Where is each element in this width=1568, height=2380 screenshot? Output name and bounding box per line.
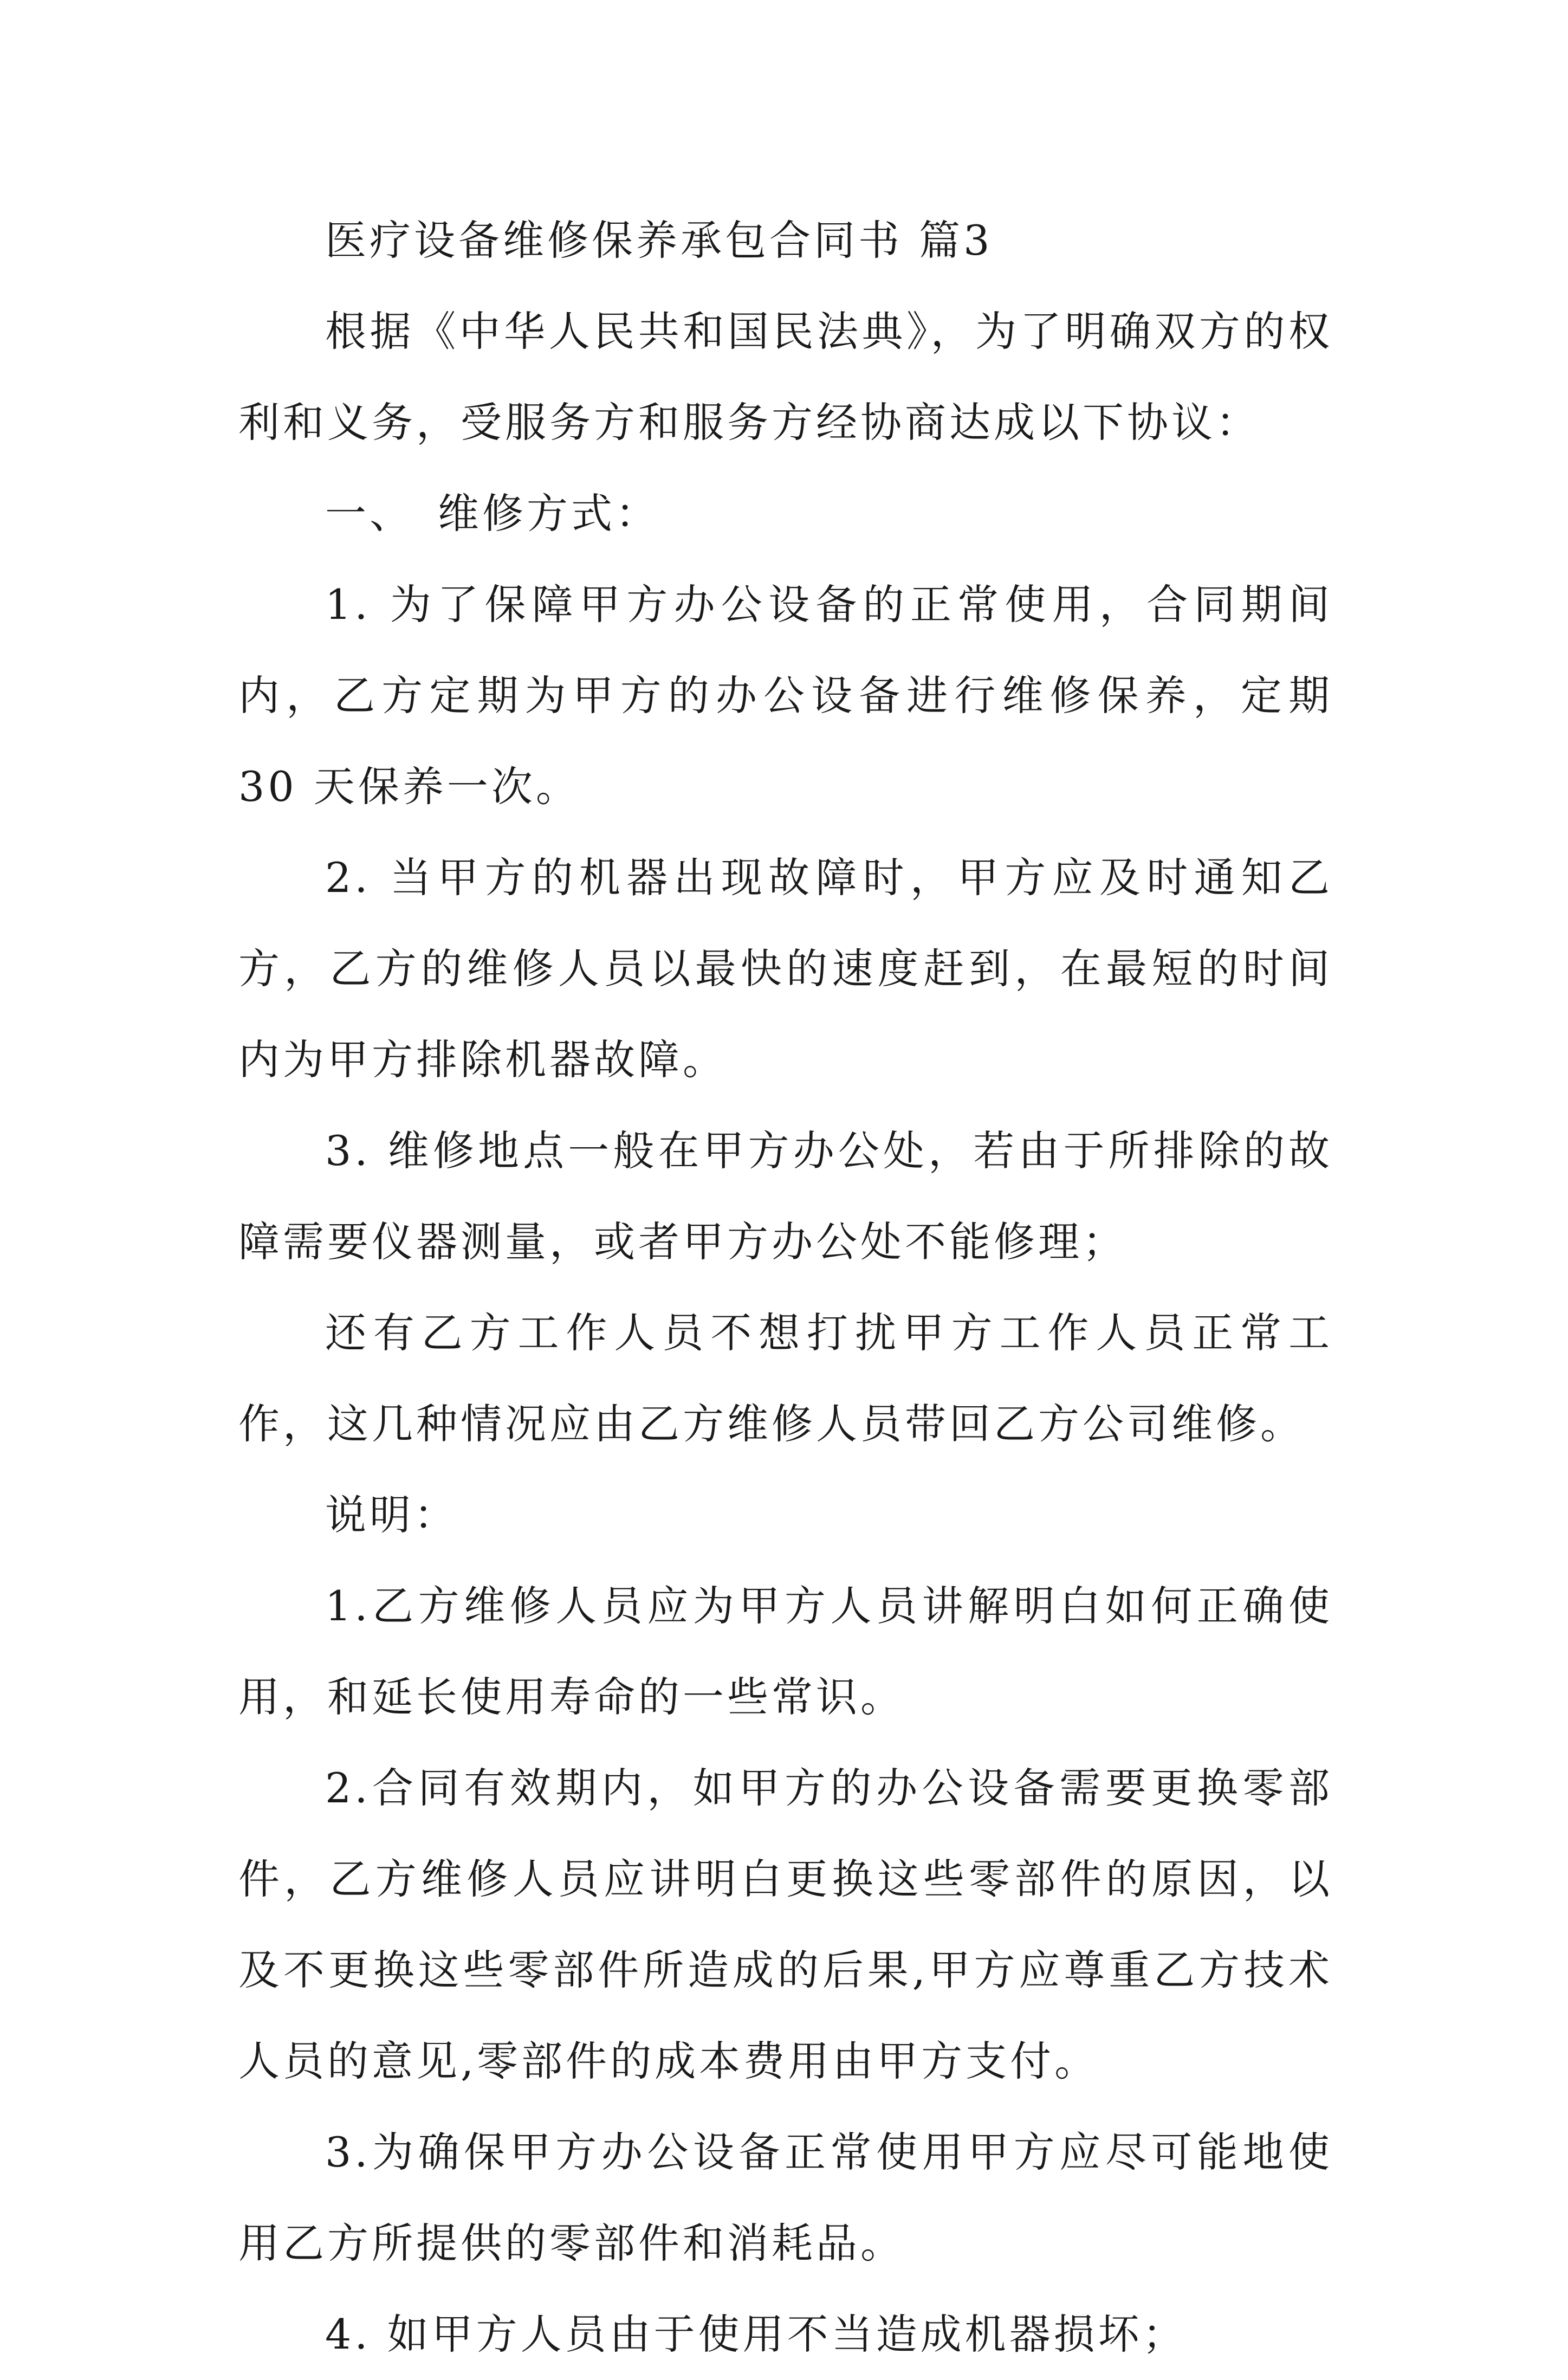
- note-3: 3.为确保甲方办公设备正常使用甲方应尽可能地使用乙方所提供的零部件和消耗品。: [238, 2128, 1333, 2267]
- notes-heading: 说明：: [325, 1491, 458, 1539]
- clause-1: 1. 为了保障甲方办公设备的正常使用，合同期间内，乙方定期为甲方的办公设备进行维修保养，定期 30 天保养一次。: [238, 580, 1333, 811]
- note-2: 2.合同有效期内，如甲方的办公设备需要更换零部件，乙方维修人员应讲明白更换这些零部件的原因，以及不更换这些零部件所造成的后果,甲方应尊重乙方技术人员的意见,零部件的成本费用由甲方支付。: [238, 1764, 1333, 2085]
- clause-3-continued: 还有乙方工作人员不想打扰甲方工作人员正常工作，这几种情况应由乙方维修人员带回乙方公司维修。: [238, 1309, 1333, 1448]
- document-body: [238, 195, 1333, 2380]
- paragraph-preamble: 根据《中华人民共和国民法典》，为了明确双方的权利和义务，受服务方和服务方经协商达成以下协议：: [238, 307, 1333, 447]
- document-title: 医疗设备维修保养承包合同书 篇3: [325, 216, 993, 264]
- note-1: 1.乙方维修人员应为甲方人员讲解明白如何正确使用，和延长使用寿命的一些常识。: [238, 1582, 1333, 1721]
- section-heading-maintenance-method: 一、 维修方式：: [325, 489, 660, 538]
- clause-3: 3. 维修地点一般在甲方办公处，若由于所排除的故障需要仪器测量，或者甲方办公处不能修理；: [238, 1127, 1333, 1266]
- clause-2: 2. 当甲方的机器出现故障时，甲方应及时通知乙方，乙方的维修人员以最快的速度赶到，在最短的时间内为甲方排除机器故障。: [238, 853, 1333, 1084]
- note-4: 4. 如甲方人员由于使用不当造成机器损坏；: [325, 2310, 1187, 2358]
